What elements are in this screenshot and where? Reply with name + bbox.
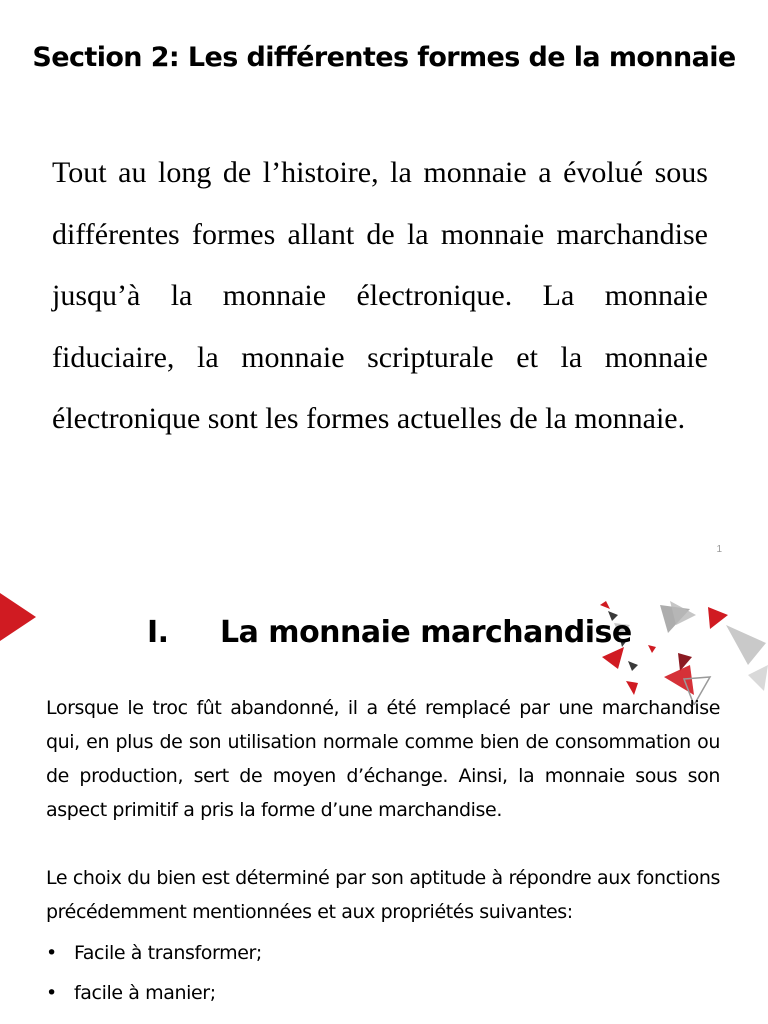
slide-body-text: Tout au long de l’histoire, la monnaie a évolué sous différentes formes allant de la monnaie marchandise jusqu’à la monnaie électronique. La monnaie fiduciaire, la monnaie scripturale et la monnaie électronique sont les formes actuelles de la monnaie. — [52, 156, 708, 435]
list-item-text: Facile à transformer; — [74, 942, 262, 964]
list-item — [46, 933, 720, 973]
slide-title: Section 2: Les différentes formes de la monnaie — [32, 42, 736, 73]
triangles-decoration — [598, 595, 768, 705]
list-item-text: facile à manier; — [74, 982, 216, 1004]
paragraph: Lorsque le troc fût abandonné, il a été remplacé par une marchandise qui, en plus de son utilisation normale comme bien de consommation ou de production, sert de moyen d’échange. Ainsi, la monnaie sous son aspect primitif a pris la forme d’une marchandise. — [46, 697, 720, 821]
list-item — [46, 973, 720, 1013]
slide-2 — [0, 565, 768, 1024]
slide-body — [46, 691, 720, 1013]
page-number: 1 — [716, 544, 722, 555]
red-triangle-decoration — [0, 593, 36, 641]
heading-text: La monnaie marchandise — [220, 615, 632, 650]
heading-number: I. — [147, 615, 169, 650]
paragraph: Le choix du bien est déterminé par son aptitude à répondre aux fonctions précédemment mentionnées et aux propriétés suivantes: — [46, 867, 720, 923]
bullet-icon: • — [46, 942, 57, 964]
bullet-icon: • — [46, 982, 57, 1004]
bullet-list — [46, 933, 720, 1013]
